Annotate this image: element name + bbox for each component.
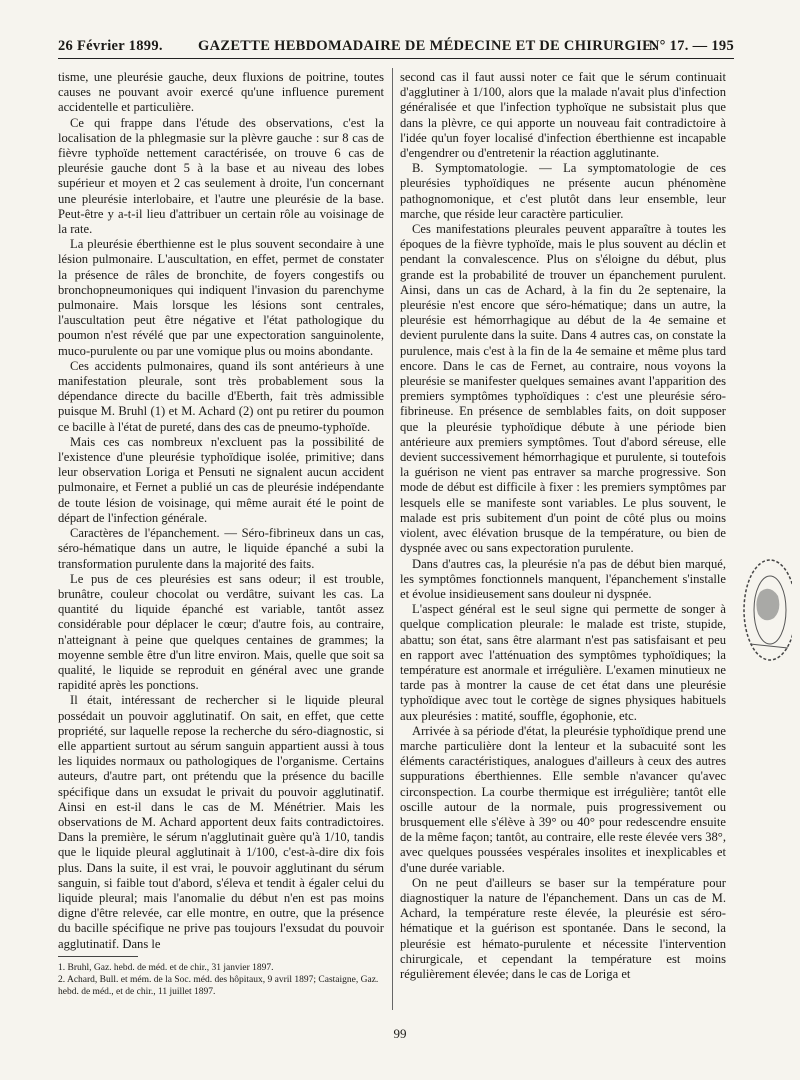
- issue-date: 26 Février 1899.: [58, 38, 163, 54]
- paragraph: Le pus de ces pleurésies est sans odeur; il est trouble, brunâtre, couleur chocolat ou verdâtre, suivant les cas. La quantité du liquide épanché est variable, tantôt assez considérable pour déplacer le cœur; d'autre fois, au contraire, n'atteignant à peine que quelques centaines de grammes; la moyenne semble être d'un litre environ. Mais, quelle que soit sa qualité, le liquide se reproduit en général avec une grande rapidité après les ponctions.: [58, 571, 384, 693]
- column-divider: [392, 68, 393, 1010]
- paragraph: Ces manifestations pleurales peuvent apparaître à toutes les époques de la fièvre typhoïde, mais le plus souvent au déclin et pendant la convalescence. Plus on s'éloigne du début, plus grande est la probabilité de trouver un épanchement purulent. Ainsi, dans un cas de Achard, à la fin du 2e septenaire, la pleurésie n'est encore que séro-hématique; dans un autre, la pleurésie est hémorrhagique au début de la 4e semaine et devient purulente dans la suite. Dans 4 autres cas, on constate la purulence, mais c'est à la fin de la 4e semaine et même plus tard encore. Dans le cas de Fernet, au contraire, nous voyons la pleurésie se manifester quelques semaines avant l'apparition des premiers symptômes typhoïdiques : c'est une pleurésie séro-fibrineuse. En présence de semblables faits, on doit supposer que la pleurésie typhoïdique débute à une période bien antérieure aux premiers symptômes. Tout d'abord séreuse, elle devient successivement hémorrhagique et purulente, si toutefois la guérison ne vient pas entraver sa marche progressive. Son mode de début est difficile à fixer : les premiers symptômes par lesquels elle se manifeste sont variables. Le plus souvent, le malade est pris subitement d'un point de côté plus ou moins violent, avec élévation brusque de la température, ou bien de dyspnée avec ou sans expectoration purulente.: [400, 222, 726, 556]
- footnote: 1. Bruhl, Gaz. hebd. de méd. et de chir., 31 janvier 1897.: [58, 963, 274, 973]
- paragraph: Dans d'autres cas, la pleurésie n'a pas de début bien marqué, les symptômes fonctionnels manquent, l'épanchement s'installe et évolue insidieusement sans douleur ni dyspnée.: [400, 556, 726, 601]
- issue-and-page: N° 17. — 195: [648, 38, 734, 54]
- library-stamp-icon: [730, 552, 792, 670]
- footnotes: [58, 962, 384, 998]
- right-column: [400, 70, 726, 982]
- paragraph: On ne peut d'ailleurs se baser sur la température pour diagnostiquer la nature de l'épanchement. Dans un cas de M. Achard, la température reste élevée, la pleurésie est séro-hématique et la guérison est spontanée. Dans le second, la pleurésie est hémato-purulente et nécessite l'intervention chirurgicale, et cependant la température est moins régulièrement élevée; dans le cas de Loriga et: [400, 875, 726, 981]
- paragraph: B. Symptomatologie. — La symptomatologie de ces pleurésies typhoïdiques ne présente aucun phénomène pathognomonique, et c'est plutôt dans leur ensemble, leur marche, que réside leur caractère particulier.: [400, 161, 726, 221]
- running-header: [58, 36, 734, 59]
- paragraph: Caractères de l'épanchement. — Séro-fibrineux dans un cas, séro-hématique dans un autre, le liquide épanché a subi la transformation purulente dans la majorité des faits.: [58, 526, 384, 571]
- footnote: 2. Achard, Bull. et mém. de la Soc. méd. des hôpitaux, 9 avril 1897; Castaigne, Gaz. hebd. de méd., et de chir., 11 juillet 1897.: [58, 975, 379, 997]
- paragraph: second cas il faut aussi noter ce fait que le sérum continuait d'agglutiner à 1/100, alors que la malade n'avait plus d'infection généralisée et que l'infection typhoïque ne subsistait plus que dans la plèvre, ce qui apporte un nouveau fait contradictoire à l'idée qu'un foyer localisé d'infection éberthienne est incapable d'engendrer ou d'entretenir la réaction agglutinante.: [400, 70, 726, 161]
- paragraph: Arrivée à sa période d'état, la pleurésie typhoïdique prend une marche particulière dont la lenteur et la subacuité sont les éléments caractéristiques, analogues d'ailleurs à ceux des autres suppurations éberthiennes. Elle semble n'avancer qu'avec circonspection. La courbe thermique est irrégulière; tantôt elle oscille autour de la normale, puis progressivement ou brusquement elle s'élève à 39° ou 40° pour redescendre ensuite de la même façon; tantôt, au contraire, elle reste élevée vers 38°, avec quelques poussées vespérales insolites et inexplicables et d'une durée variable.: [400, 723, 726, 875]
- paragraph: Il était, intéressant de rechercher si le liquide pleural possédait un pouvoir agglutinatif. On sait, en effet, que cette propriété, sur laquelle repose la recherche du séro-diagnostic, si elle appartient surtout au sérum sanguin appartient aussi à tous les liquides normaux ou pathologiques de l'organisme. Certains auteurs, d'autre part, ont prétendu que la présence du bacille spécifique dans un exsudat le privait du pouvoir agglutinatif. Ainsi en est-il dans le cas de M. Ménétrier. Mais les observations de M. Achard apportent deux faits contradictoires. Dans la première, le sérum n'agglutinait guère qu'à 1/10, tandis que le liquide pleural agglutinait à 1/100, c'est-à-dire dix fois plus. Dans la suite, il est vrai, le pouvoir agglutinant du sérum sanguin, si faible tout d'abord, s'éleva et tendit à égaler celui du liquide pleural; mais l'anomalie du début n'en est pas moins digne d'être relevée, car elle montre, en outre, que la présence du bacille spécifique ne prive pas toujours l'exsudat du pouvoir agglutinatif. Dans le: [58, 693, 384, 951]
- footnote-rule: [58, 956, 138, 957]
- paragraph: tisme, une pleurésie gauche, deux fluxions de poitrine, toutes causes ne pouvant avoir exercé qu'une influence purement accidentelle et particulière.: [58, 70, 384, 115]
- left-column: [58, 70, 384, 952]
- paragraph: Ces accidents pulmonaires, quand ils sont antérieurs à une manifestation pleurale, sont très probablement sous la dépendance directe du bacille d'Eberth, fait très admissible puisque M. Bruhl (1) et M. Achard (2) ont pu retirer du poumon ce bacille à l'état de pureté, dans des cas de pneumo-typhoïde.: [58, 358, 384, 434]
- paragraph: L'aspect général est le seul signe qui permette de songer à quelque complication pleurale: le malade est triste, stupide, abattu; son état, sans être alarmant n'est pas satisfaisant et peu en rapport avec l'atténuation des symptômes typhoïdiques; la température est anormale et irrégulière. L'examen minutieux ne tarde pas à montrer la cause de cet état dans une pleurésie typhoïdique avec tout le cortège de signes physiques habituels aux pleurésies : matité, souffle, égophonie, etc.: [400, 602, 726, 723]
- journal-title: GAZETTE HEBDOMADAIRE DE MÉDECINE ET DE CHIRURGIE.: [198, 38, 656, 54]
- paragraph: La pleurésie éberthienne est le plus souvent secondaire à une lésion pulmonaire. L'auscultation, en effet, permet de constater la présence de râles de bronchite, de foyers congestifs ou bronchopneumoniques qui indiquent l'invasion du parenchyme pulmonaire. Mais lorsque les lésions sont centrales, l'auscultation peut être négative et l'état pathologique du poumon n'est révélé que par une expectoration sanguinolente, muco-purulente ou par une vomique plus ou moins abondante.: [58, 237, 384, 358]
- paragraph: Ce qui frappe dans l'étude des observations, c'est la localisation de la phlegmasie sur la plèvre gauche : sur 8 cas de fièvre typhoïde nettement caractérisée, on trouve 6 cas de pleurésie gauche dont 5 à la base et au niveau des lobes supérieur et moyen et 2 cas seulement à droite, l'un concernant une pleurésie interlobaire, et l'autre une pleurésie de la base. Peut-être y a-t-il lieu d'attribuer un certain rôle au voisinage de la rate.: [58, 115, 384, 237]
- page-number: 99: [393, 1026, 407, 1041]
- paragraph: Mais ces cas nombreux n'excluent pas la possibilité de l'existence d'une pleurésie typhoïdique isolée, primitive; dans leur observation Loriga et Pensuti ne signalent aucun accident pulmonaire, et Fernet a publié un cas de pleurésie indépendante de toute lésion de voisinage, qui même aurait été le point de départ de l'infection générale.: [58, 434, 384, 525]
